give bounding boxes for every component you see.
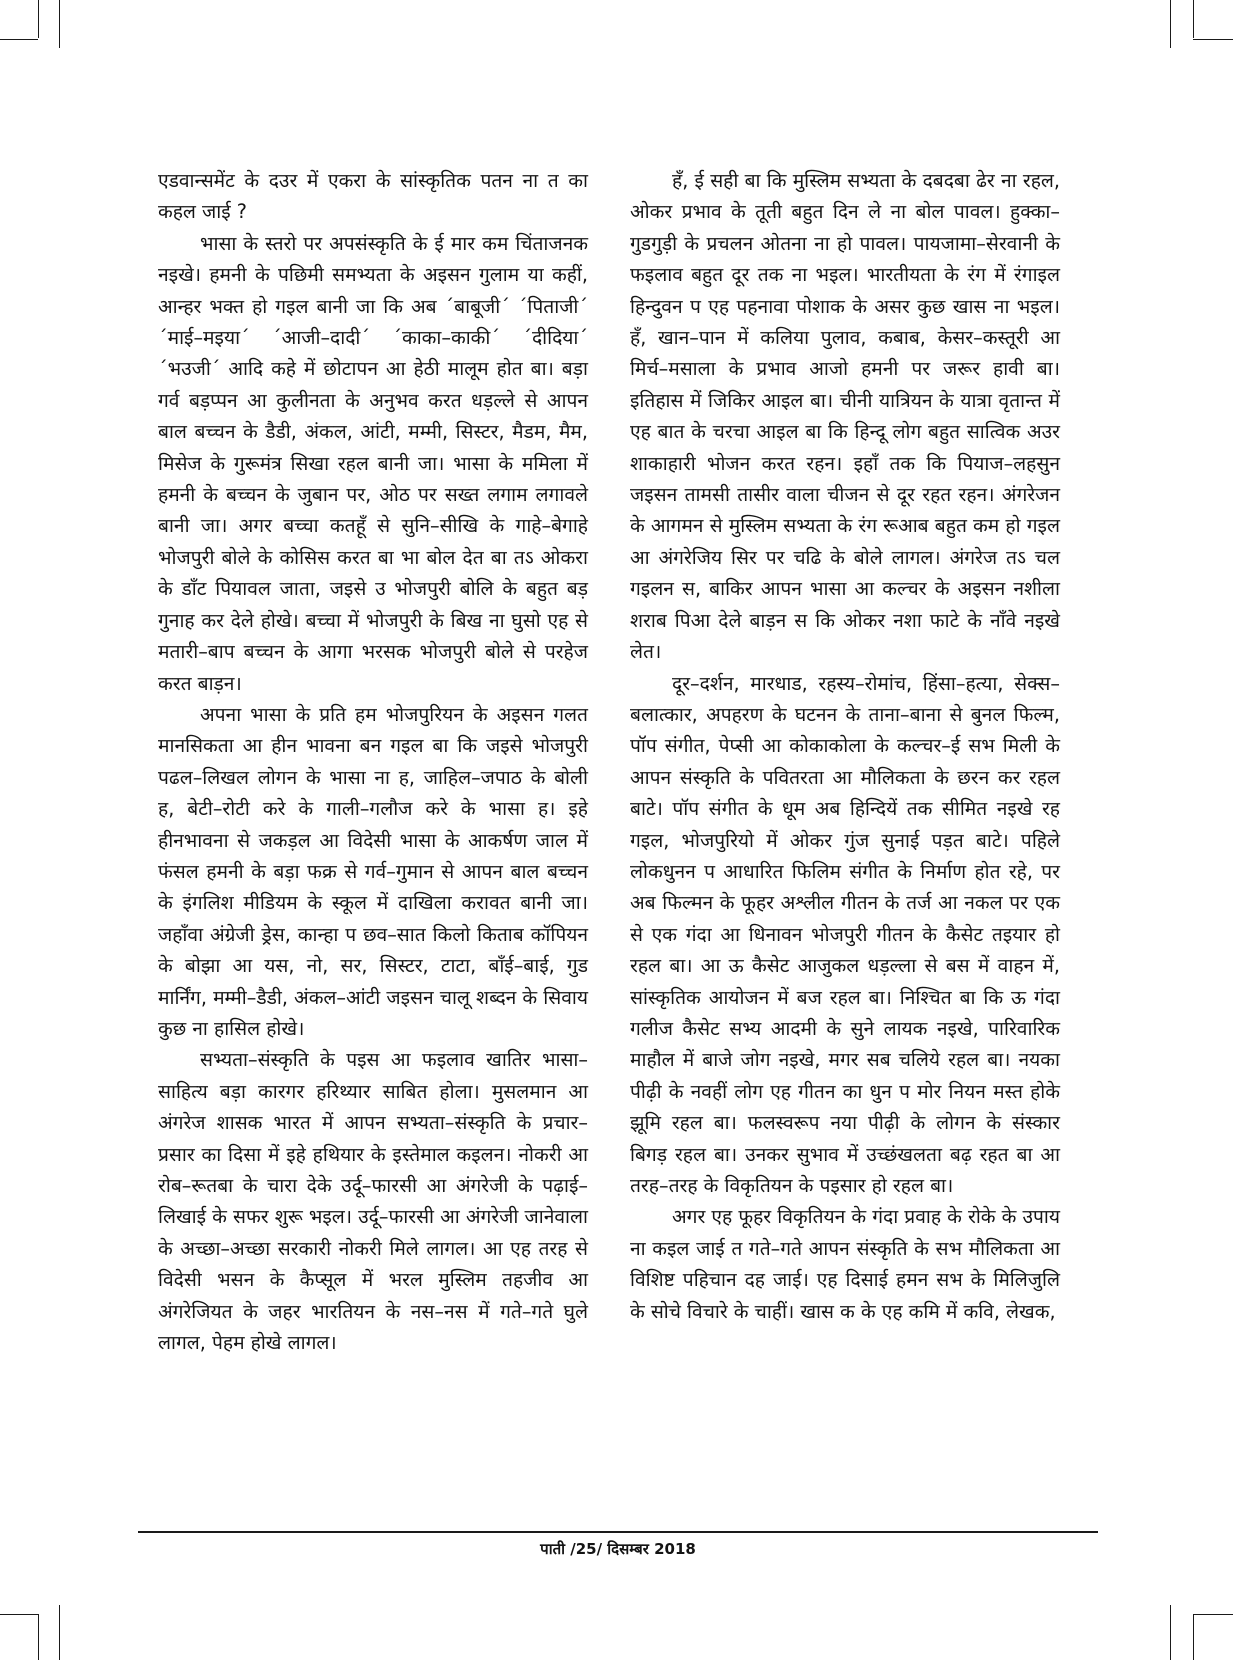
crop-mark-top-right-v1 <box>1170 0 1171 48</box>
paragraph: दूर–दर्शन, मारधाड, रहस्य–रोमांच, हिंसा–हत्या, सेक्स–बलात्कार, अपहरण के घटनन के ताना–बाना से बुनल फिल्म, पॉप संगीत, पेप्सी आ कोकाकोला के कल्चर–ई सभ मिली के आपन संस्कृति के पवितरता आ मौलिकता के छरन कर रहल बाटे। पॉप संगीत के धूम अब हिन्दियें तक सीमित नइखे रह गइल, भोजपुरियो में ओकर गुंज सुनाई पड़त बाटे। पहिले लोकधुनन प आधारित फिलिम संगीत के निर्माण होत रहे, पर अब फिल्मन के फूहर अश्लील गीतन के तर्ज आ नकल पर एक से एक गंदा आ धिनावन भोजपुरी गीतन के कैसेट तइयार हो रहल बा। आ ऊ कैसेट आजुकल धड़ल्ला से बस में वाहन में, सांस्कृतिक आयोजन में बज रहल बा। निश्चित बा कि ऊ गंदा गलीज कैसेट सभ्य आदमी के सुने लायक नइखे, पारिवारिक माहौल में बाजे जोग नइखे, मगर सब चलिये रहल बा। नयका पीढ़ी के नवहीं लोग एह गीतन का धुन प मोर नियन मस्त होके झूमि रहल बा। फलस्वरूप नया पीढ़ी के लोगन के संस्कार बिगड़ रहल बा। उनकर सुभाव में उच्छंखलता बढ़ रहत बा आ तरह–तरह के विकृतियन के पइसार हो रहल बा। <box>630 671 1060 1197</box>
crop-mark-top-left-v2 <box>59 0 60 48</box>
paragraph: अगर एह फूहर विकृतियन के गंदा प्रवाह के रोके के उपाय ना कइल जाई त गते–गते आपन संस्कृति के सभ मौलिकता आ विशिष्ट पहिचान दह जाई। एह दिसाई हमन सभ के मिलिजुलि के सोचे विचारे के चाहीं। खास क के एह कमि में कवि, लेखक, <box>630 1205 1060 1323</box>
footer-rule <box>138 1531 1098 1533</box>
crop-mark-bottom-right-h <box>1193 1614 1233 1615</box>
paragraph: सभ्यता–संस्कृति के पइस आ फइलाव खातिर भासा–साहित्य बड़ा कारगर हरिथ्यार साबित होला। मुसलमान आ अंगरेज शासक भारत में आपन सभ्यता–संस्कृति के प्रचार–प्रसार का दिसा में इहे हथियार के इस्तेमाल कइलन। नोकरी आ रोब–रूतबा के चारा देके उर्दू–फारसी आ अंगरेजी के पढ़ाई–लिखाई के सफर शुरू भइल। उर्दू–फारसी आ अंगरेजी जानेवाला के अच्छा–अच्छा सरकारी नोकरी मिले लागल। आ एह तरह से विदेसी भसन के कैप्सूल में भरल मुस्लिम तहजीव आ अंगरेजियत के जहर भारतियन के नस–नस में गते–गते घुले लागल, पेहम होखे लागल। <box>158 1048 588 1355</box>
crop-mark-top-left-v1 <box>38 0 39 38</box>
paragraph: हँ, ई सही बा कि मुस्लिम सभ्यता के दबदबा ढेर ना रहल, ओकर प्रभाव के तूती बहुत दिन ले ना बोल पावल। हुक्का–गुडगुड़ी के प्रचलन ओतना ना हो पावल। पायजामा–सेरवानी के फइलाव बहुत दूर तक ना भइल। भारतीयता के रंग में रंगाइल हिन्दुवन प एह पहनावा पोशाक के असर कुछ खास ना भइल। हँ, खान–पान में कलिया पुलाव, कबाब, केसर–कस्तूरी आ मिर्च–मसाला के प्रभाव आजो हमनी पर जरूर हावी बा। इतिहास में जिकिर आइल बा। चीनी यात्रियन के यात्रा वृतान्त में एह बात के चरचा आइल बा कि हिन्दू लोग बहुत सात्विक अउर शाकाहारी भोजन करत रहन। इहाँ तक कि पियाज–लहसुन जइसन तामसी तासीर वाला चीजन से दूर रहत रहन। अंगरेजन के आगमन से मुस्लिम सभ्यता के रंग रूआब बहुत कम हो गइल आ अंगरेजिय सिर पर चढि के बोले लागल। अंगरेज तऽ चल गइलन स, बाकिर आपन भासा आ कल्चर के अइसन नशीला शराब पिआ देले बाड़न स कि ओकर नशा फाटे के नाँवे नइखे लेत। <box>630 169 1060 664</box>
paragraph: भासा के स्तरो पर अपसंस्कृति के ई मार कम चिंताजनक नइखे। हमनी के पछिमी समभ्यता के अइसन गुलाम या कहीं, आन्हर भक्त हो गइल बानी जा कि अब ´बाबूजी´ ´पिताजी´ ´माई–मइया´ ´आजी–दादी´ ´काका–काकी´ ´दीदिया´ ´भउजी´ आदि कहे में छोटापन आ हेठी मालूम होत बा। बड़ा गर्व बड़प्पन आ कुलीनता के अनुभव करत धड़ल्ले से आपन बाल बच्चन के डैडी, अंकल, आंटी, मम्मी, सिस्टर, मैडम, मैम, मिसेज के गुरूमंत्र सिखा रहल बानी जा। भासा के ममिला में हमनी के बच्चन के जुबान पर, ओठ पर सख्त लगाम लगावले बानी जा। अगर बच्चा कतहूँ से सुनि–सीखि के गाहे–बेगाहे भोजपुरी बोले के कोसिस करत बा भा बोल देत बा तऽ ओकरा के डाँट पियावल जाता, जइसे उ भोजपुरी बोलि के बहुत बड़ गुनाह कर देले होखे। बच्चा में भोजपुरी के बिख ना घुसो एह से मतारी–बाप बच्चन के आगा भरसक भोजपुरी बोले से परहेज करत बाड़न। <box>158 231 588 695</box>
crop-mark-top-right-v2 <box>1193 0 1194 38</box>
left-column <box>158 165 588 1358</box>
right-column <box>630 165 1060 1327</box>
crop-mark-bottom-right-v2 <box>1193 1614 1194 1660</box>
crop-mark-bottom-left-h <box>0 1614 38 1615</box>
crop-mark-bottom-left-v2 <box>59 1605 60 1660</box>
crop-mark-bottom-right-v1 <box>1170 1605 1171 1660</box>
paragraph: अपना भासा के प्रति हम भोजपुरियन के अइसन गलत मानसिकता आ हीन भावना बन गइल बा कि जइसे भोजपुरी पढल–लिखल लोगन के भासा ना ह, जाहिल–जपाठ के बोली ह, बेटी–रोटी करे के गाली–गलौज करे के भासा ह। इहे हीनभावना से जकड़ल आ विदेसी भासा के आकर्षण जाल में फंसल हमनी के बड़ा फक्र से गर्व–गुमान से आपन बाल बच्चन के इंगलिश मीडियम के स्कूल में दाखिला करावत बानी जा। जहाँवा अंग्रेजी ड्रेस, कान्हा प छव–सात किलो किताब कॉपियन के बोझा आ यस, नो, सर, सिस्टर, टाटा, बाँई–बाई, गुड मार्निंग, मम्मी–डैडी, अंकल–आंटी जइसन चालू शब्दन के सिवाय कुछ ना हासिल होखे। <box>158 702 588 1040</box>
paragraph: एडवान्समेंट के दउर में एकरा के सांस्कृतिक पतन ना त का कहल जाई ? <box>158 169 588 224</box>
crop-mark-top-right-h <box>1193 39 1233 40</box>
crop-mark-bottom-left-v1 <box>38 1614 39 1660</box>
page-footer: पाती /25/ दिसम्बर 2018 <box>540 1540 696 1558</box>
crop-mark-top-left-h <box>0 39 38 40</box>
